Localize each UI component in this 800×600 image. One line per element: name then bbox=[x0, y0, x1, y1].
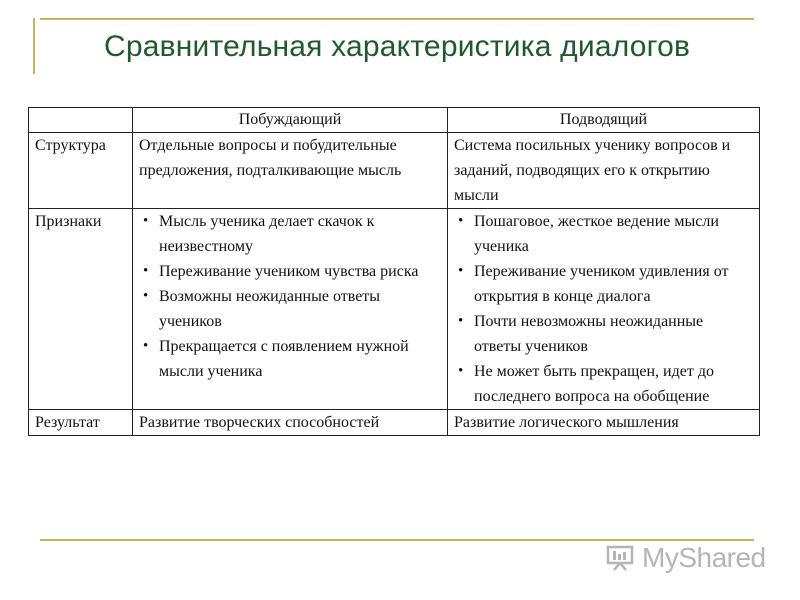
slide-title: Сравнительная характеристика диалогов bbox=[104, 30, 691, 63]
list-item: • Почти невозможны неожиданные ответы учеников bbox=[454, 309, 753, 359]
signs-prompting-list bbox=[139, 209, 441, 384]
list-item: • Не может быть прекращен, идет до последнего вопроса на обобщение bbox=[454, 359, 753, 409]
list-item: • Пошаговое, жесткое ведение мысли ученика bbox=[454, 209, 753, 259]
list-item: • Мысль ученика делает скачок к неизвестному bbox=[139, 209, 441, 259]
row-label-structure: Структура bbox=[29, 133, 133, 209]
row-result bbox=[29, 410, 760, 436]
logo-text: MyShared bbox=[642, 542, 766, 573]
presentation-board-icon bbox=[606, 545, 636, 571]
top-rule bbox=[40, 18, 754, 20]
row-structure bbox=[29, 133, 760, 209]
header-prompting: Побуждающий bbox=[133, 108, 448, 133]
cell-structure-prompting: Отдельные вопросы и побудительные предложения, подталкивающие мысль bbox=[133, 133, 448, 209]
row-label-signs: Признаки bbox=[29, 209, 133, 410]
cell-result-leading: Развитие логического мышления bbox=[448, 410, 760, 436]
list-item: • Возможны неожиданные ответы учеников bbox=[139, 284, 441, 334]
cell-signs-leading bbox=[448, 209, 760, 410]
signs-leading-list bbox=[454, 209, 753, 409]
row-signs bbox=[29, 209, 760, 410]
comparison-table bbox=[28, 107, 760, 436]
myshared-logo[interactable] bbox=[606, 542, 766, 574]
row-label-result: Результат bbox=[29, 410, 133, 436]
cell-result-prompting: Развитие творческих способностей bbox=[133, 410, 448, 436]
list-item: • Переживание учеником чувства риска bbox=[139, 259, 441, 284]
cell-signs-prompting bbox=[133, 209, 448, 410]
list-item: • Переживание учеником удивления от открытия в конце диалога bbox=[454, 259, 753, 309]
header-row bbox=[29, 108, 760, 133]
header-leading: Подводящий bbox=[448, 108, 760, 133]
header-empty bbox=[29, 108, 133, 133]
list-item: • Прекращается с появлением нужной мысли ученика bbox=[139, 334, 441, 384]
left-rule bbox=[33, 18, 35, 74]
bottom-rule bbox=[40, 539, 754, 541]
cell-structure-leading: Система посильных ученику вопросов и заданий, подводящих его к открытию мысли bbox=[448, 133, 760, 209]
